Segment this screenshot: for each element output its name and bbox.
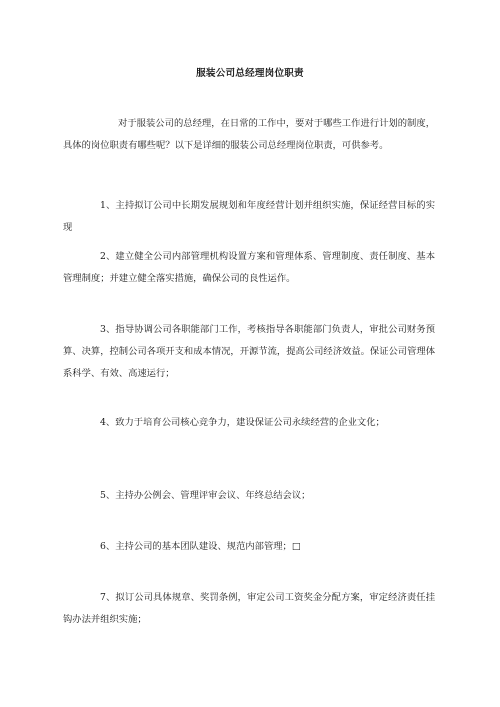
duty-item-3: 3、指导协调公司各职能部门工作，考核指导各职能部门负责人，审批公司财务预算、决算，控制公司各项开支和成本情况，开源节流，提高公司经济效益。保证公司管理体系科学、有效、高速运行；	[63, 324, 435, 379]
duty-item-6: 6、主持公司的基本团队建设、规范内部管理；□	[100, 541, 301, 552]
duty-item-7: 7、拟订公司具体规章、奖罚条例，审定公司工资奖金分配方案，审定经济责任挂钩办法并组织实施；	[63, 592, 435, 625]
duty-item-4: 4、致力于培育公司核心竞争力，建设保证公司永续经营的企业文化；	[100, 417, 385, 428]
document-title: 服装公司总经理岗位职责	[196, 68, 304, 79]
duty-item-2: 2、建立健全公司内部管理机构设置方案和管理体系、管理制度、责任制度、基本管理制度；并建立健全落实措施，确保公司的良性运作。	[63, 251, 435, 284]
duty-item-1: 1、主持拟订公司中长期发展规划和年度经营计划并组织实施，保证经营目标的实现	[63, 200, 435, 233]
duty-item-5: 5、主持办公例会、管理评审会议、年终总结会议；	[100, 490, 311, 501]
intro-paragraph: 对于服装公司的总经理，在日常的工作中，要对于哪些工作进行计划的制度，具体的岗位职责有哪些呢？以下是详细的服装公司总经理岗位职责，可供参考。	[63, 118, 435, 151]
